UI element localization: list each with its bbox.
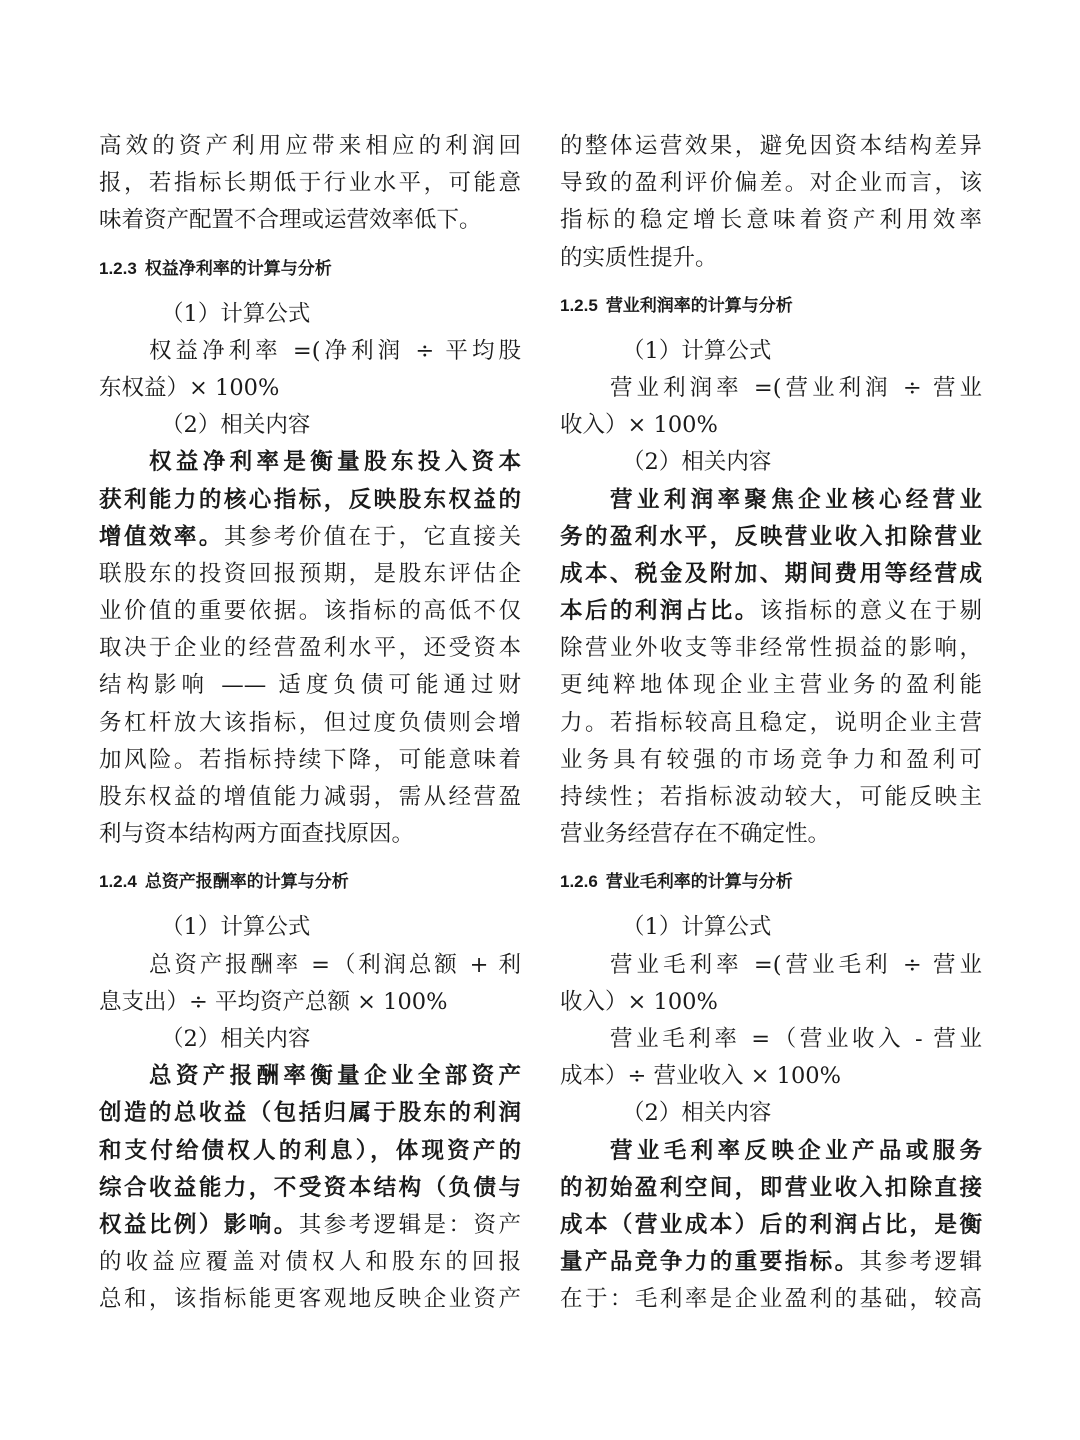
text-line: 报，若指标长期低于行业水平，可能意 bbox=[99, 170, 521, 197]
text-line bbox=[560, 1244, 982, 1281]
text-span: 其参考逻辑 bbox=[859, 1249, 982, 1276]
section-heading-1-2-4 bbox=[99, 872, 521, 892]
right-column bbox=[560, 128, 982, 1318]
formula-line: 收入）× 100% bbox=[560, 412, 718, 439]
formula-line: 收入）× 100% bbox=[560, 988, 718, 1015]
section-number: 1.2.4 bbox=[99, 872, 137, 892]
content-label: （2）相关内容 bbox=[161, 412, 311, 439]
text-line: 取决于企业的经营盈利水平，还受资本 bbox=[99, 635, 521, 662]
text-line: 指标的稳定增长意味着资产利用效率 bbox=[560, 207, 982, 234]
text-line: 力。若指标较高且稳定，说明企业主营 bbox=[560, 709, 982, 736]
text-line: 持续性；若指标波动较大，可能反映主 bbox=[560, 784, 982, 810]
bold-text-line: 和支付给债权人的利息），体现资产的 bbox=[99, 1137, 521, 1164]
formula-label: （1）计算公式 bbox=[622, 337, 772, 364]
text-line: 更纯粹地体现企业主营业务的盈利能 bbox=[560, 672, 982, 699]
section-heading-1-2-5 bbox=[560, 296, 982, 316]
section-number: 1.2.5 bbox=[560, 295, 598, 315]
text-line: 在于：毛利率是企业盈利的基础，较高 bbox=[560, 1286, 982, 1313]
bold-span: 量产品竞争力的重要指标。 bbox=[560, 1249, 860, 1276]
content-label: （2）相关内容 bbox=[622, 1100, 772, 1127]
text-line: 高效的资产利用应带来相应的利润回 bbox=[99, 133, 521, 159]
section-number: 1.2.3 bbox=[99, 258, 137, 278]
left-column bbox=[99, 128, 521, 1318]
text-line: 味着资产配置不合理或运营效率低下。 bbox=[99, 207, 482, 234]
section-heading-1-2-6 bbox=[560, 872, 982, 892]
section-title: 营业毛利率的计算与分析 bbox=[605, 872, 793, 892]
content-label: （2）相关内容 bbox=[622, 449, 772, 476]
text-line: 除营业外收支等非经常性损益的影响， bbox=[560, 635, 982, 662]
bold-text-line: 营业利润率聚焦企业核心经营业 bbox=[610, 486, 982, 513]
bold-text-line: 务的盈利水平，反映营业收入扣除营业 bbox=[560, 523, 982, 550]
bold-text-line: 的初始盈利空间，即营业收入扣除直接 bbox=[560, 1174, 982, 1201]
bold-text-line: 营业毛利率反映企业产品或服务 bbox=[610, 1137, 982, 1164]
text-line bbox=[99, 519, 521, 556]
text-line: 的实质性提升。 bbox=[560, 244, 718, 271]
text-span: 其参考逻辑是：资产 bbox=[298, 1211, 521, 1238]
text-span: 其参考价值在于，它直接关 bbox=[223, 523, 521, 550]
text-line: 总和，该指标能更客观地反映企业资产 bbox=[99, 1286, 521, 1313]
bold-text-line: 创造的总收益（包括归属于股东的利润 bbox=[99, 1100, 521, 1127]
formula-label: （1）计算公式 bbox=[161, 914, 311, 941]
text-line bbox=[99, 1207, 521, 1244]
formula-line: 成本）÷ 营业收入 × 100% bbox=[560, 1063, 841, 1090]
bold-text-line: 获利能力的核心指标，反映股东权益的 bbox=[99, 486, 521, 513]
section-title: 总资产报酬率的计算与分析 bbox=[144, 872, 349, 892]
text-line: 业价值的重要依据。该指标的高低不仅 bbox=[99, 598, 521, 625]
bold-span: 本后的利润占比。 bbox=[560, 598, 760, 625]
text-line: 股东权益的增值能力减弱，需从经营盈 bbox=[99, 784, 521, 810]
formula-line: 总资产报酬率 =（利润总额 + 利 bbox=[149, 951, 521, 978]
bold-text-line: 总资产报酬率衡量企业全部资产 bbox=[149, 1063, 521, 1090]
bold-span: 权益比例）影响。 bbox=[99, 1211, 299, 1238]
formula-label: （1）计算公式 bbox=[622, 914, 772, 941]
section-title: 权益净利率的计算与分析 bbox=[144, 258, 332, 278]
text-line: 业务具有较强的市场竞争力和盈利可 bbox=[560, 746, 982, 773]
section-number: 1.2.6 bbox=[560, 872, 598, 892]
formula-line: 营业利润率 =(营业利润 ÷ 营业 bbox=[610, 374, 982, 401]
formula-line: 东权益）× 100% bbox=[99, 374, 280, 401]
bold-text-line: 权益净利率是衡量股东投入资本 bbox=[149, 449, 521, 476]
formula-label: （1）计算公式 bbox=[161, 300, 311, 327]
section-heading-1-2-3 bbox=[99, 259, 521, 279]
formula-line: 息支出）÷ 平均资产总额 × 100% bbox=[99, 988, 448, 1015]
text-line: 的收益应覆盖对债权人和股东的回报 bbox=[99, 1249, 521, 1276]
text-line: 营业务经营存在不确定性。 bbox=[560, 821, 831, 848]
formula-line: 权益净利率 =(净利润 ÷ 平均股 bbox=[149, 337, 521, 364]
text-line: 务杠杆放大该指标，但过度负债则会增 bbox=[99, 709, 521, 736]
text-line: 利与资本结构两方面查找原因。 bbox=[99, 821, 415, 848]
text-line: 联股东的投资回报预期，是股东评估企 bbox=[99, 560, 521, 587]
text-line: 的整体运营效果，避免因资本结构差异 bbox=[560, 133, 982, 159]
bold-text-line: 成本（营业成本）后的利润占比，是衡 bbox=[560, 1211, 982, 1238]
text-line: 加风险。若指标持续下降，可能意味着 bbox=[99, 746, 521, 773]
bold-span: 增值效率。 bbox=[99, 523, 224, 550]
formula-line: 营业毛利率 =（营业收入 - 营业 bbox=[610, 1025, 982, 1052]
text-line bbox=[560, 593, 982, 630]
formula-line: 营业毛利率 =(营业毛利 ÷ 营业 bbox=[610, 951, 982, 978]
bold-text-line: 成本、税金及附加、期间费用等经营成 bbox=[560, 560, 982, 587]
text-span: 该指标的意义在于剔 bbox=[759, 598, 982, 625]
content-label: （2）相关内容 bbox=[161, 1025, 311, 1052]
section-title: 营业利润率的计算与分析 bbox=[605, 295, 793, 315]
text-line: 导致的盈利评价偏差。对企业而言，该 bbox=[560, 170, 982, 197]
bold-text-line: 综合收益能力，不受资本结构（负债与 bbox=[99, 1174, 521, 1201]
text-line: 结构影响 —— 适度负债可能通过财 bbox=[99, 672, 521, 699]
